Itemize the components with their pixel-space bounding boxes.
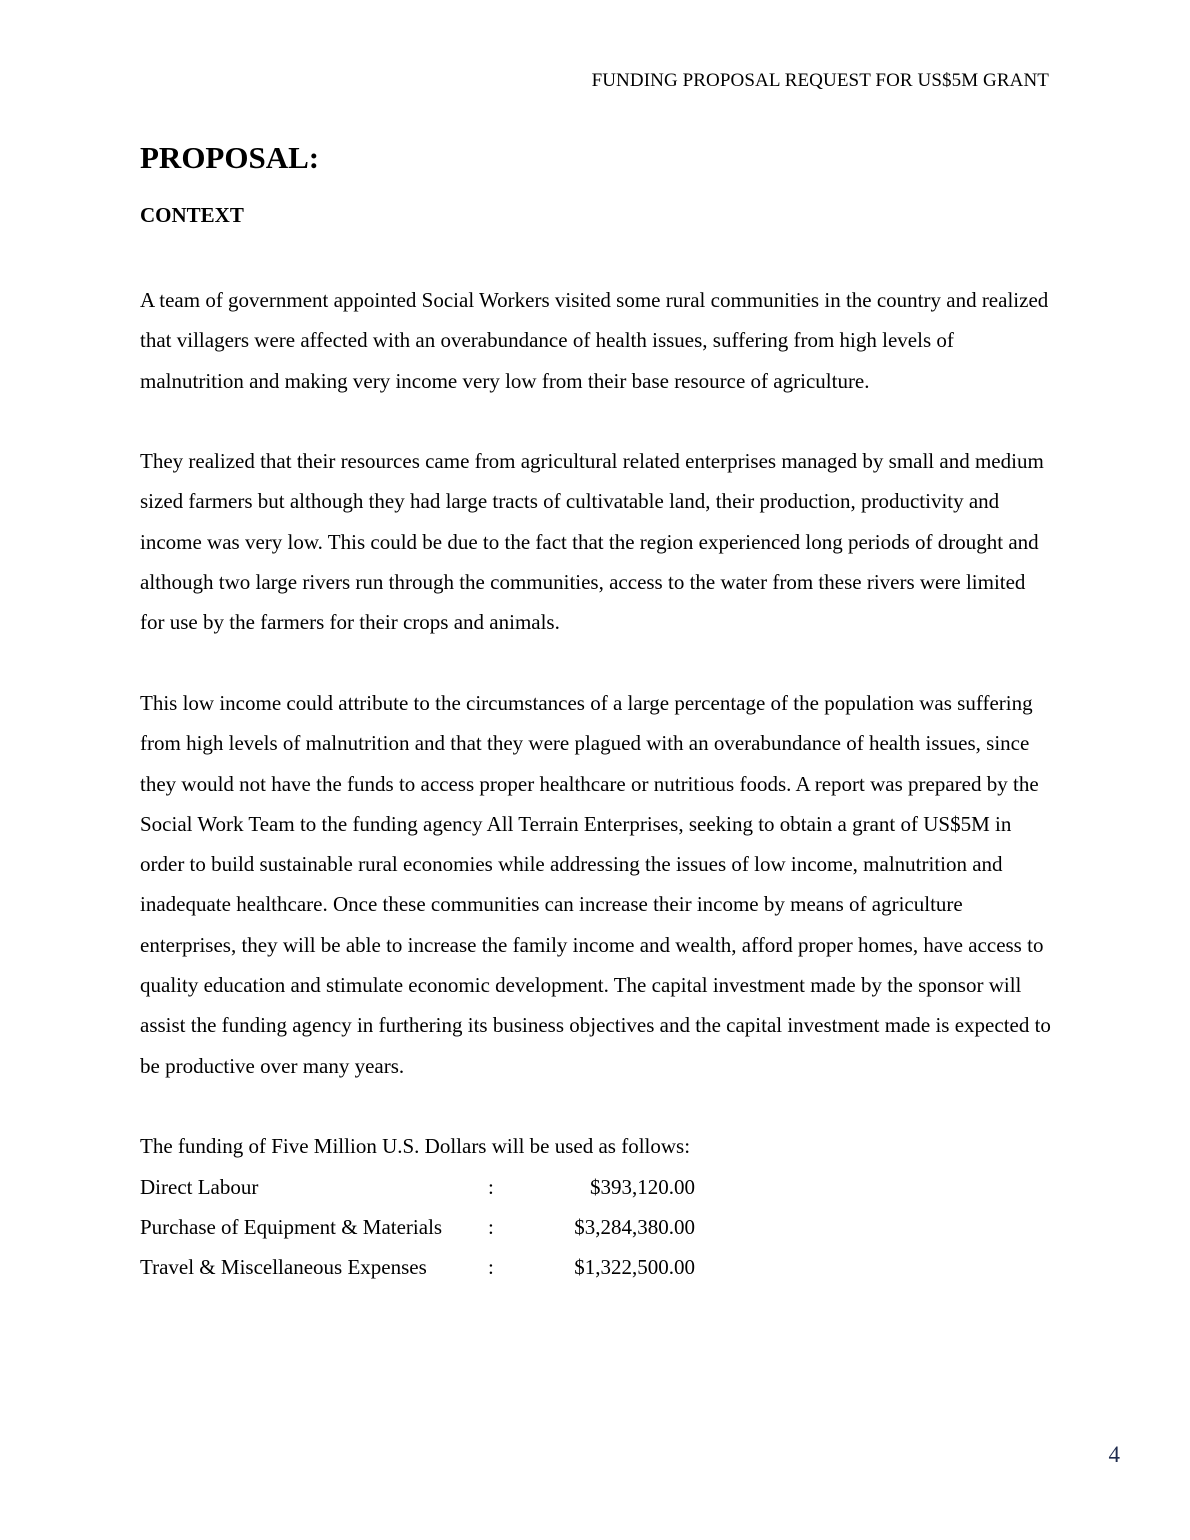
funding-item-amount: $3,284,380.00 <box>574 1214 695 1239</box>
running-header: FUNDING PROPOSAL REQUEST FOR US$5M GRANT <box>591 70 1049 91</box>
funding-item-separator: : <box>488 1214 494 1239</box>
funding-item-label: Purchase of Equipment & Materials <box>140 1214 443 1239</box>
funding-item-label: Direct Labour <box>140 1174 259 1199</box>
section-heading-context: CONTEXT <box>140 203 244 227</box>
funding-item-amount: $1,322,500.00 <box>574 1255 695 1280</box>
context-paragraph-2: They realized that their resources came from agricultural related enterprises managed by small and medium sized farmers but although they had large tracts of cultivatable land, their production, productivity and income was very low. This could be due to the fact that the region experienced long periods of drought and although two large rivers run through the communities, access to the water from these rivers were limited for use by the farmers for their crops and animals. <box>140 449 1044 635</box>
page-number: 4 <box>1108 1442 1120 1467</box>
funding-item-label: Travel & Miscellaneous Expenses <box>140 1255 427 1280</box>
funding-item-amount: $393,120.00 <box>590 1174 695 1199</box>
funding-intro: The funding of Five Million U.S. Dollars will be used as follows: <box>140 1134 691 1159</box>
page-content <box>140 138 1055 1287</box>
document-title: PROPOSAL: <box>140 140 320 175</box>
funding-breakdown-table <box>140 1167 695 1288</box>
funding-item-separator: : <box>488 1255 494 1280</box>
context-paragraph-3: This low income could attribute to the circumstances of a large percentage of the population was suffering from high levels of malnutrition and that they were plagued with an overabundance of health issues, since they would not have the funds to access proper healthcare or nutritious foods. A report was prepared by the Social Work Team to the funding agency All Terrain Enterprises, seeking to obtain a grant of US$5M in order to build sustainable rural economies while addressing the issues of low income, malnutrition and inadequate healthcare. Once these communities can increase their income by means of agriculture enterprises, they will be able to increase the family income and wealth, afford proper homes, have access to quality education and stimulate economic development. The capital investment made by the sponsor will assist the funding agency in furthering its business objectives and the capital investment made is expected to be productive over many years. <box>140 690 1051 1078</box>
funding-row-travel-misc <box>140 1247 695 1287</box>
funding-item-separator: : <box>488 1174 494 1199</box>
funding-row-direct-labour <box>140 1167 695 1207</box>
context-paragraph-1: A team of government appointed Social Workers visited some rural communities in the country and realized that villagers were affected with an overabundance of health issues, suffering from high levels of malnutrition and making very income very low from their base resource of agriculture. <box>140 288 1049 393</box>
funding-row-equipment-materials <box>140 1207 695 1247</box>
